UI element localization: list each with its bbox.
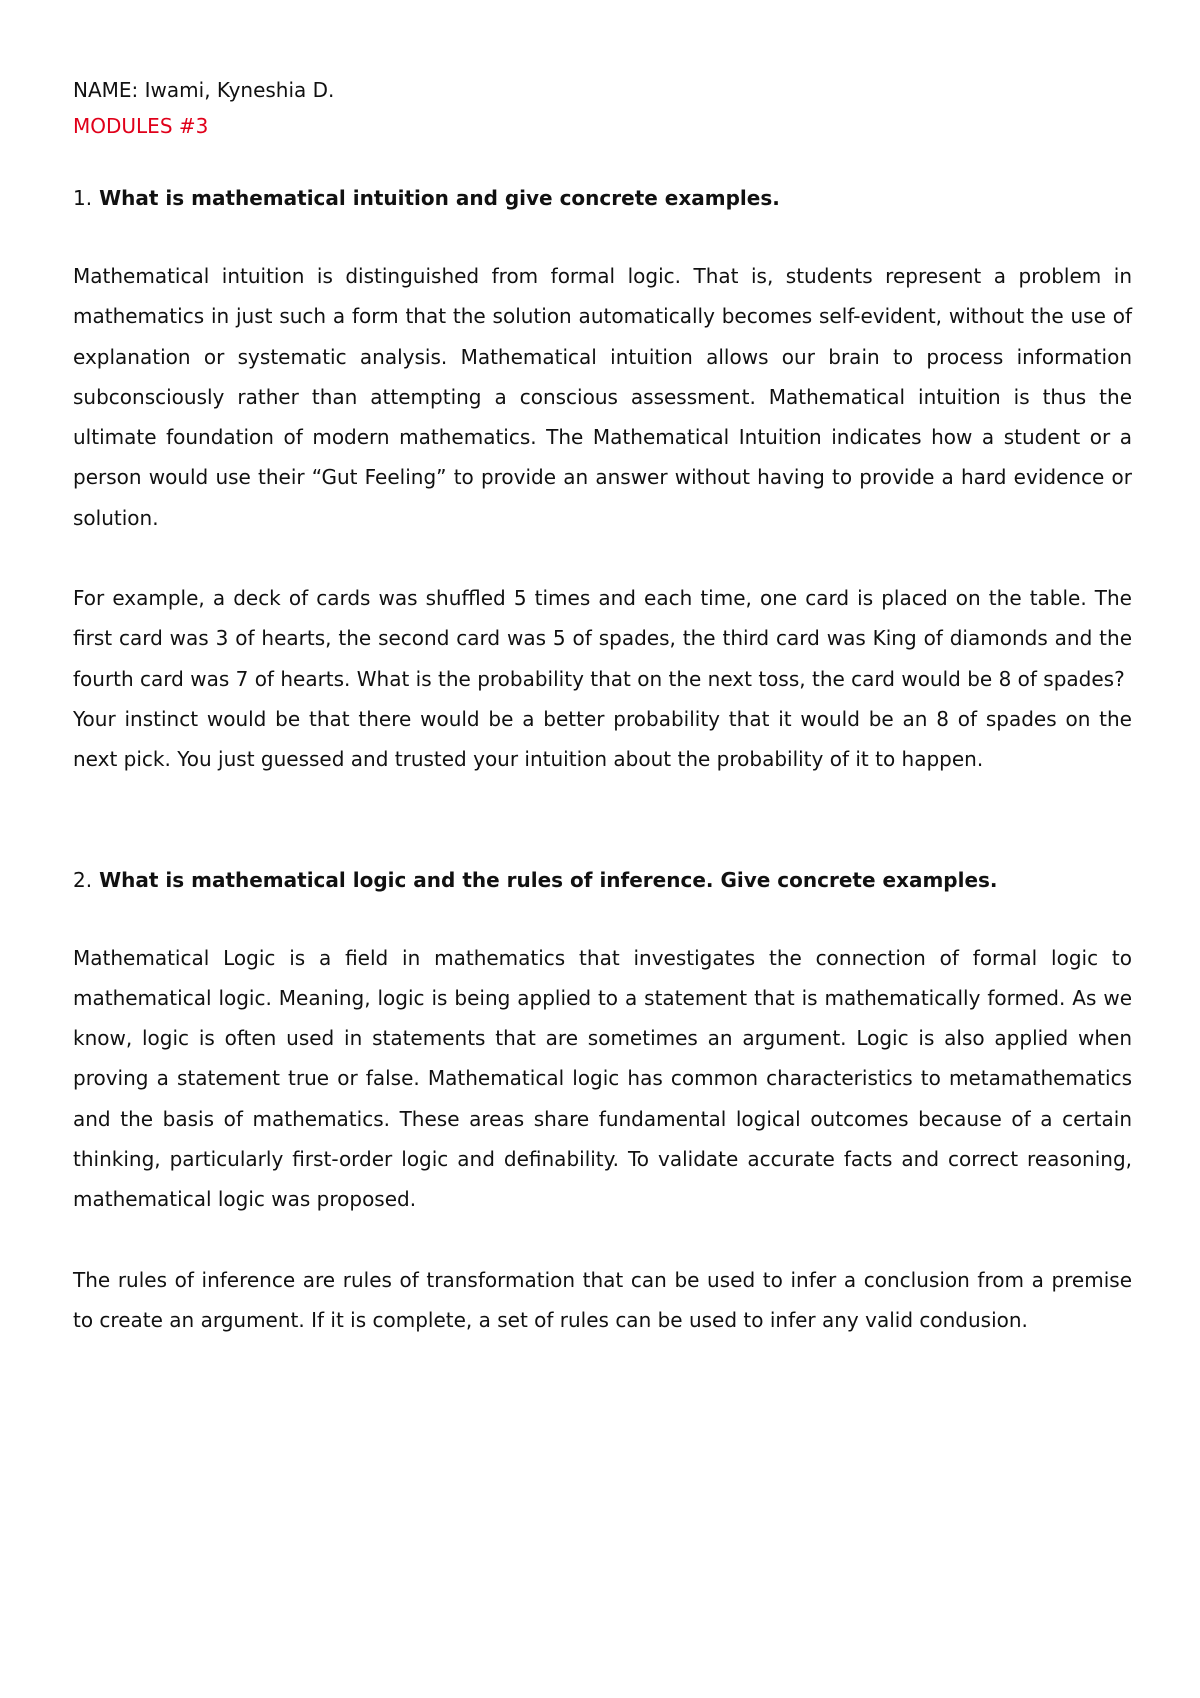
question-2-number: 2. [73, 867, 93, 892]
question-1-title: What is mathematical intuition and give concrete examples. [99, 186, 780, 210]
question-2-title: What is mathematical logic and the rules of inference. Give concrete examples. [99, 867, 998, 892]
student-name: Iwami, Kyneshia D. [144, 78, 335, 102]
question-1-heading [73, 180, 1132, 216]
question-1-number: 1. [73, 186, 93, 210]
name-label: NAME: [73, 78, 139, 102]
student-name-line [73, 72, 1132, 108]
question-2-heading [73, 862, 1132, 898]
question-1-paragraph-2: For example, a deck of cards was shuffled 5 times and each time, one card is placed on the table. The first card was 3 of hearts, the second card was 5 of spades, the third card was King of diamonds and the fourth card was 7 of hearts. What is the probability that on the next toss, the card would be 8 of spades? [73, 586, 1132, 691]
question-2-paragraph-1: Mathematical Logic is a field in mathematics that investigates the connection of formal logic to mathematical logic. Meaning, logic is being applied to a statement that is mathematically formed. As we know, logic is often used in statements that are sometimes an argument. Logic is also applied when proving a statement true or false. Mathematical logic has common characteristics to metamathematics and the basis of mathematics. These areas share fundamental logical outcomes because of a certain thinking, particularly first-order logic and definability. To validate accurate facts and correct reasoning, mathematical logic was proposed. [73, 945, 1132, 1212]
modules-heading: MODULES #3 [73, 114, 209, 138]
question-1-paragraph-3: Your instinct would be that there would be a better probability that it would be an 8 of spades on the next pick. You just guessed and trusted your intuition about the probability of it to happen. [73, 706, 1132, 772]
document-page [73, 72, 1132, 1340]
question-1-paragraph-1: Mathematical intuition is distinguished from formal logic. That is, students represent a problem in mathematics in just such a form that the solution automatically becomes self-evident, without the use of explanation or systematic analysis. Mathematical intuition allows our brain to process information subconsciously rather than attempting a conscious assessment. Mathematical intuition is thus the ultimate foundation of modern mathematics. The Mathematical Intuition indicates how a student or a person would use their “Gut Feeling” to provide an answer without having to provide a hard evidence or solution. [73, 264, 1132, 530]
question-2-paragraph-2: The rules of inference are rules of transformation that can be used to infer a conclusion from a premise to create an argument. If it is complete, a set of rules can be used to infer any valid condusion. [73, 1267, 1132, 1332]
